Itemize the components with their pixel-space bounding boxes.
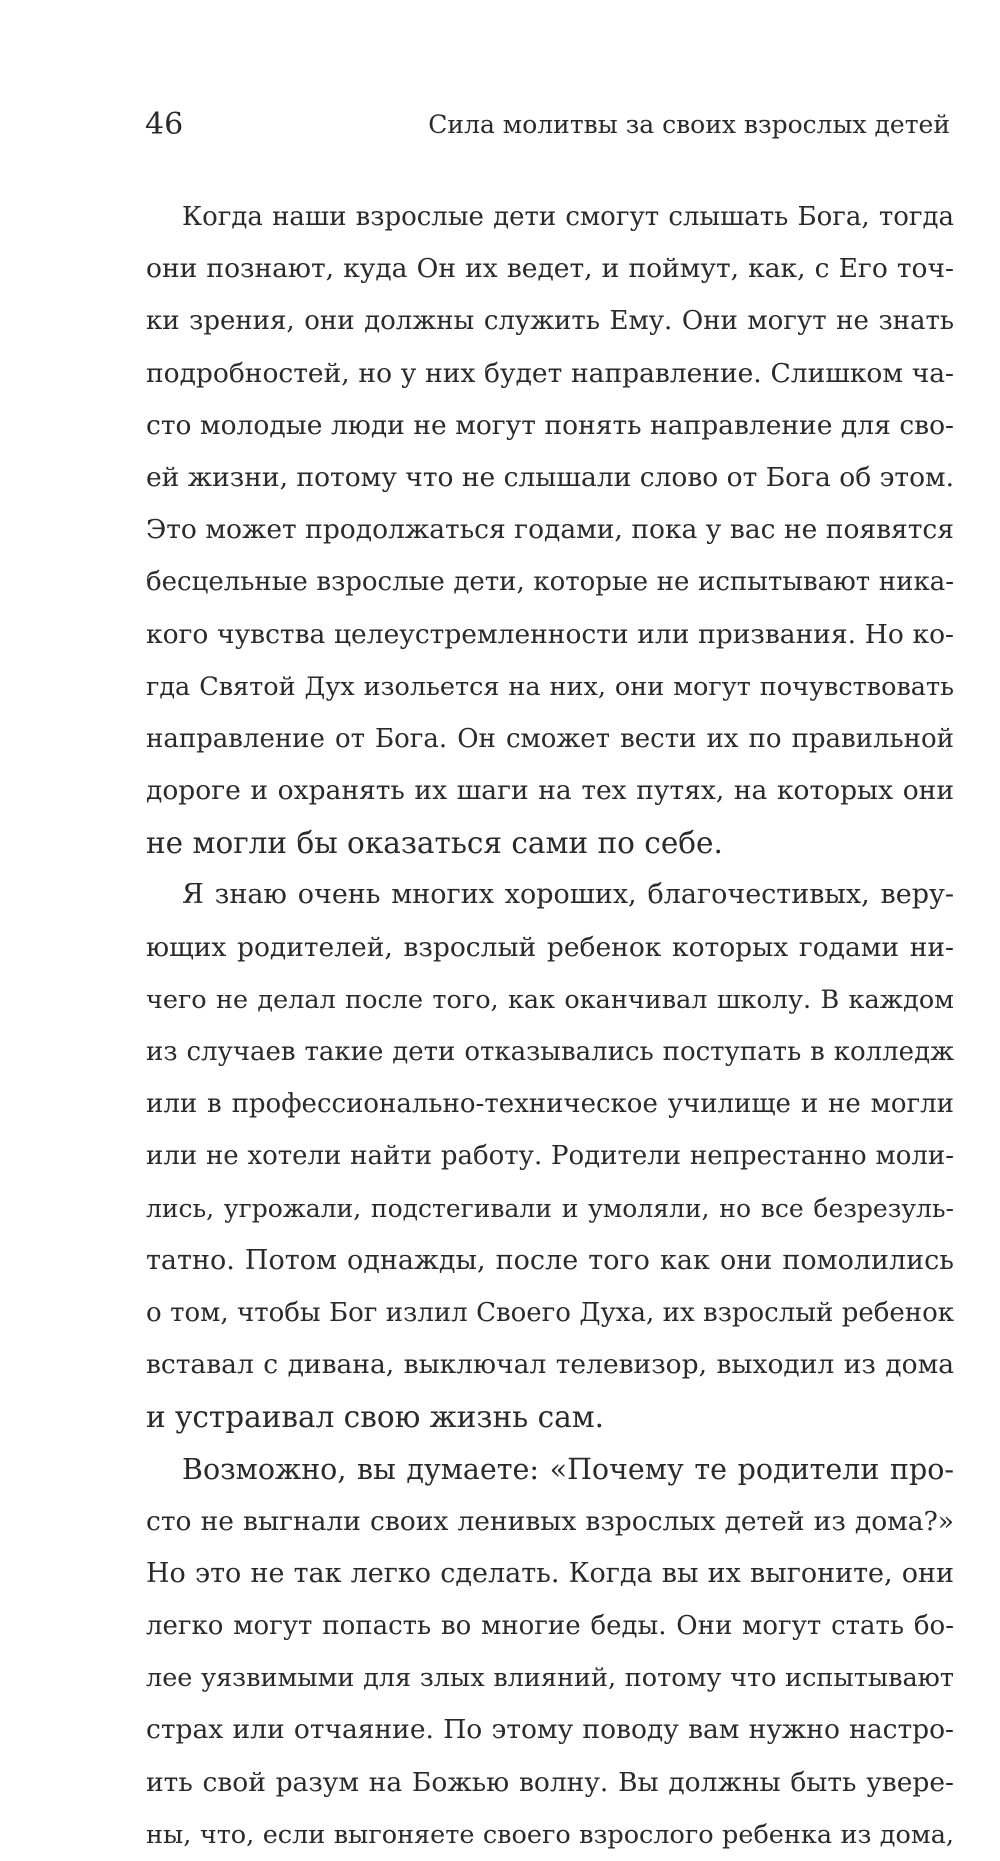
text-line: не могли бы оказаться сами по себе. [146, 826, 723, 861]
body-text [146, 191, 954, 1861]
text-line: и устраивал свою жизнь сам. [146, 1400, 605, 1435]
text-line: гда Святой Дух изольется на них, они могут почувствовать [146, 671, 954, 702]
text-line: Возможно, вы думаете: «Почему те родители про- [182, 1452, 954, 1486]
text-line: сто молодые люди не могут понять направление для сво- [146, 409, 954, 441]
text-line: легко могут попасть во многие беды. Они могут стать бо- [146, 1611, 954, 1642]
text-line: Я знаю очень многих хороших, благочестивых, веру- [182, 879, 954, 911]
text-line: дороге и охранять их шаги на тех путях, на которых они [146, 775, 954, 807]
text-line: сто не выгнали своих ленивых взрослых детей из дома?» [146, 1505, 954, 1537]
page-number: 46 [145, 107, 184, 142]
text-line: страх или отчаяние. По этому поводу вам нужно настро- [146, 1714, 954, 1746]
text-line: ить свой разум на Божью волну. Вы должны быть увере- [146, 1766, 954, 1798]
text-line: ны, что, если выгоняете своего взрослого ребенка из дома, [146, 1819, 954, 1850]
text-line: бесцельные взрослые дети, которые не испытывают ника- [146, 567, 954, 598]
text-line: ки зрения, они должны служить Ему. Они могут не знать [146, 306, 954, 337]
text-line: Но это не так легко сделать. Когда вы их выгоните, они [146, 1557, 954, 1589]
text-line: ющих родителей, взрослый ребенок которых годами ни- [146, 931, 954, 963]
text-line: лись, угрожали, подстегивали и умоляли, но все безрезуль- [146, 1193, 954, 1223]
text-line: или в профессионально-техническое училище и не могли [146, 1089, 954, 1120]
text-line: татно. Потом однажды, после того как они помолились [146, 1244, 954, 1276]
running-head: Сила молитвы за своих взрослых детей [428, 110, 950, 139]
text-line: лее уязвимыми для злых влияний, потому что испытывают [146, 1663, 954, 1694]
text-line: кого чувства целеустремленности или призвания. Но ко- [146, 618, 954, 650]
text-line: Когда наши взрослые дети смогут слышать Бога, тогда [182, 202, 954, 232]
text-line: вставал с дивана, выключал телевизор, выходил из дома [146, 1349, 954, 1381]
text-line: они познают, куда Он их ведет, и поймут, как, с Его точ- [146, 253, 954, 285]
text-line: или не хотели найти работу. Родители непрестанно моли- [146, 1141, 954, 1172]
text-line: из случаев такие дети отказывались поступать в колледж [146, 1037, 954, 1067]
text-line: направление от Бога. Он сможет вести их по правильной [146, 723, 954, 754]
text-line: подробностей, но у них будет направление. Слишком ча- [146, 357, 954, 389]
text-line: чего не делал после того, как оканчивал школу. В каждом [146, 984, 954, 1015]
text-line: Это может продолжаться годами, пока у вас не появятся [146, 514, 954, 546]
text-line: ей жизни, потому что не слышали слово от Бога об этом. [146, 461, 955, 493]
text-line: о том, чтобы Бог излил Своего Духа, их взрослый ребенок [146, 1297, 954, 1328]
